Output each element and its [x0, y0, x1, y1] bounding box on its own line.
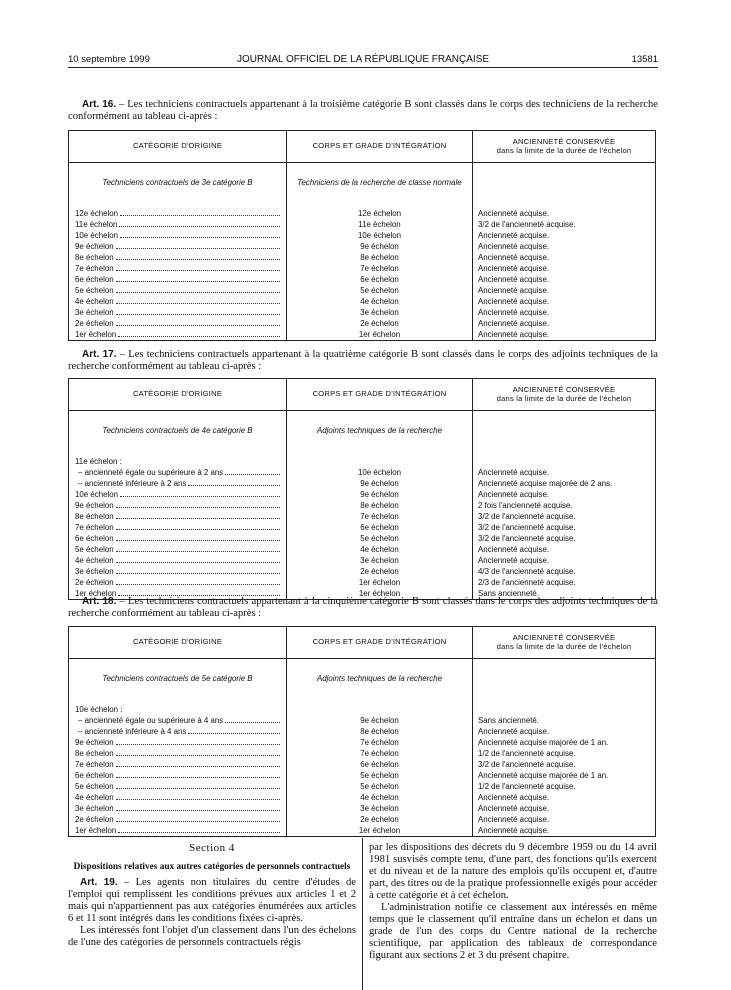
art17-row-4-grade	[287, 511, 472, 522]
running-head	[68, 54, 658, 68]
art18-row-group	[473, 704, 655, 715]
header-page-number: 13581	[631, 54, 658, 65]
art16-seniority-cell: Ancienneté acquise.	[478, 286, 550, 295]
art18-row-5-origin	[69, 770, 286, 781]
leader-dots	[116, 748, 280, 756]
art16-row-5-origin	[69, 263, 286, 274]
art16-row-4-origin	[69, 252, 286, 263]
art17-grade-cell: 5e échelon	[360, 534, 399, 543]
art18-row-2-seniority	[473, 737, 655, 748]
header-rule	[68, 67, 658, 68]
art17-origin-cell: 5e échelon	[75, 545, 114, 554]
art16-seniority-cell: 3/2 de l'ancienneté acquise.	[478, 220, 576, 229]
leader-dots	[116, 241, 280, 249]
art17-grade-cell: 7e échelon	[360, 512, 399, 521]
leader-dots	[116, 555, 280, 563]
leader-dots	[116, 781, 280, 789]
art17-grade-cell: 8e échelon	[360, 501, 399, 510]
section4-subtitle: Dispositions relatives aux autres catégories de personnels contractuels	[73, 862, 351, 872]
art18-grade-cell: 4e échelon	[360, 793, 399, 802]
art17-row-6-origin	[69, 533, 286, 544]
leader-dots	[116, 759, 280, 767]
art18-seniority-cell: Ancienneté acquise.	[478, 815, 550, 824]
leader-dots	[116, 252, 280, 260]
art17-row-0-grade	[287, 467, 472, 478]
art17-seniority-cell: 2 fois l'ancienneté acquise.	[478, 501, 573, 510]
column-divider	[362, 838, 363, 990]
art18-origin-cell: 8e échelon	[75, 749, 114, 758]
art18-row-3-seniority	[473, 748, 655, 759]
art16-grade-cell: 3e échelon	[360, 308, 399, 317]
art16-origin-cell: 11e échelon	[75, 220, 118, 229]
art17-row-2-grade	[287, 489, 472, 500]
art18-grade-cell: 7e échelon	[360, 749, 399, 758]
art18-row-9-seniority	[473, 814, 655, 825]
leader-dots	[120, 230, 280, 238]
leader-dots	[116, 737, 280, 745]
art16-row-3-origin	[69, 241, 286, 252]
art18-row-0-origin	[69, 715, 286, 726]
leader-dots	[116, 792, 280, 800]
art17-origin-cell: 1er échelon	[75, 589, 117, 598]
art16-row-7-origin	[69, 285, 286, 296]
art18-row-group	[69, 704, 286, 715]
art17-col-origin-header: CATÉGORIE D'ORIGINE	[69, 379, 287, 411]
art18-row-8-seniority	[473, 803, 655, 814]
art16-origin-cell: 7e échelon	[75, 264, 114, 273]
art16-row-10-grade	[287, 318, 472, 329]
leader-dots	[116, 511, 280, 519]
art16-row-9-origin	[69, 307, 286, 318]
art17-row-group	[287, 456, 472, 467]
art17-seniority-cell: Ancienneté acquise.	[478, 556, 550, 565]
art18-seniority-cell: Ancienneté acquise.	[478, 804, 550, 813]
art17-row-9-seniority	[473, 566, 655, 577]
leader-dots	[120, 489, 280, 497]
art18-row-7-origin	[69, 792, 286, 803]
leader-dots	[116, 577, 280, 585]
seniority-header-main: ANCIENNETÉ CONSERVÉE	[512, 633, 616, 642]
art16-grade-cell: 6e échelon	[360, 275, 399, 284]
art16-row-3-seniority	[473, 241, 655, 252]
art18-row-4-origin	[69, 759, 286, 770]
art16-seniority-cell: Ancienneté acquise.	[478, 209, 550, 218]
art16-origin-title: Techniciens contractuels de 3e catégorie B	[102, 178, 253, 187]
art17-row-5-seniority	[473, 522, 655, 533]
art17-table	[68, 378, 656, 600]
art16-grade-cell: 12e échelon	[358, 209, 401, 218]
art17-seniority-cell: Ancienneté acquise.	[478, 545, 550, 554]
art16-col-seniority-header	[473, 131, 656, 163]
art16-origin-cell: 1er échelon	[75, 330, 117, 339]
leader-dots	[225, 715, 280, 723]
art18-seniority-cell: Ancienneté acquise.	[478, 826, 550, 835]
art17-row-7-seniority	[473, 544, 655, 555]
art17-grade-cell: 10e échelon	[358, 468, 401, 477]
seniority-header-sub: dans la limite de la durée de l'échelon	[496, 641, 632, 651]
art16-seniority-cell: Ancienneté acquise.	[478, 264, 550, 273]
art16-origin-cell: 10e échelon	[75, 231, 118, 240]
art19-paragraph	[68, 877, 356, 925]
art18-seniority-cell: Ancienneté acquise majorée de 1 an.	[478, 738, 609, 747]
section4-right-column	[369, 842, 657, 962]
art18-label: Art. 18.	[82, 596, 117, 607]
art18-row-3-grade	[287, 748, 472, 759]
art17-row-4-seniority	[473, 511, 655, 522]
art16-row-7-grade	[287, 285, 472, 296]
art18-row-10-grade	[287, 825, 472, 836]
art16-origin-cell: 3e échelon	[75, 308, 114, 317]
art17-group-label: 11e échelon :	[75, 457, 122, 466]
art18-seniority-cell: Ancienneté acquise.	[478, 793, 550, 802]
art18-seniority-cell: Sans ancienneté.	[478, 716, 539, 725]
art16-row-0-grade	[287, 208, 472, 219]
art16-row-2-origin	[69, 230, 286, 241]
art16-row-2-seniority	[473, 230, 655, 241]
art18-origin-cell: – ancienneté inférieure à 4 ans	[78, 727, 187, 736]
art16-row-1-grade	[287, 219, 472, 230]
art19-label: Art. 19.	[80, 877, 118, 888]
leader-dots	[116, 533, 280, 541]
art18-origin-cell: 2e échelon	[75, 815, 114, 824]
leader-dots	[119, 219, 280, 227]
art17-row-6-seniority	[473, 533, 655, 544]
art17-seniority-cell: Ancienneté acquise majorée de 2 ans.	[478, 479, 613, 488]
art17-label: Art. 17.	[82, 349, 117, 360]
seniority-header-sub: dans la limite de la durée de l'échelon	[496, 393, 632, 403]
art17-seniority-cell: Ancienneté acquise.	[478, 468, 550, 477]
art16-origin-cell: 5e échelon	[75, 286, 114, 295]
art16-seniority-cell: Ancienneté acquise.	[478, 253, 550, 262]
art17-grade-cell: 6e échelon	[360, 523, 399, 532]
art16-grade-cell: 7e échelon	[360, 264, 399, 273]
art18-grade-cell: 1er échelon	[358, 826, 401, 835]
art18-row-0-grade	[287, 715, 472, 726]
art16-text: – Les techniciens contractuels appartenant à la troisième catégorie B sont classés dans le corps des techniciens de la recherche conformément au tableau ci-après :	[68, 99, 658, 122]
leader-dots	[188, 478, 280, 486]
section4-left-column	[68, 842, 356, 949]
art18-seniority-cell: Ancienneté acquise.	[478, 727, 550, 736]
art18-row-6-seniority	[473, 781, 655, 792]
art18-grade-cell: 5e échelon	[360, 771, 399, 780]
art17-row-3-origin	[69, 500, 286, 511]
seniority-header-main: ANCIENNETÉ CONSERVÉE	[512, 137, 616, 146]
art16-row-2-grade	[287, 230, 472, 241]
art18-seniority-cell: 3/2 de l'ancienneté acquise.	[478, 760, 576, 769]
art17-grade-cell: 2e échelon	[360, 567, 399, 576]
art17-row-2-origin	[69, 489, 286, 500]
art16-origin-cell: 4e échelon	[75, 297, 114, 306]
art17-seniority-cell: 3/2 de l'ancienneté acquise.	[478, 523, 576, 532]
art18-row-6-grade	[287, 781, 472, 792]
art17-row-9-origin	[69, 566, 286, 577]
leader-dots	[118, 825, 280, 833]
art16-row-4-grade	[287, 252, 472, 263]
art18-row-1-seniority	[473, 726, 655, 737]
art17-row-7-origin	[69, 544, 286, 555]
art18-row-4-grade	[287, 759, 472, 770]
art17-row-8-seniority	[473, 555, 655, 566]
art18-grade-cell: 6e échelon	[360, 760, 399, 769]
section4-paragraph-2-end: par les dispositions des décrets du 9 décembre 1959 ou du 14 avril 1981 susvisés compte tenu, d'une part, des fonctions qu'ils exercent et du niveau et de la nature des emplois qu'ils occupent et, d'autre part, des titres ou de la pratique professionnelle exigés pour accéder à cette catégorie et à cet échelon.	[369, 842, 657, 901]
leader-dots	[225, 467, 280, 475]
leader-dots	[116, 544, 280, 552]
art18-grade-cell: 7e échelon	[360, 738, 399, 747]
art17-col-grade-header: CORPS ET GRADE D'INTÉGRATION	[287, 379, 473, 411]
art17-row-1-grade	[287, 478, 472, 489]
art16-row-1-origin	[69, 219, 286, 230]
art17-row-10-origin	[69, 577, 286, 588]
art18-row-9-origin	[69, 814, 286, 825]
leader-dots	[116, 814, 280, 822]
art18-col-origin-header: CATÉGORIE D'ORIGINE	[69, 627, 287, 659]
art17-row-6-grade	[287, 533, 472, 544]
leader-dots	[116, 770, 280, 778]
art17-origin-cell: 2e échelon	[75, 578, 114, 587]
art18-row-7-seniority	[473, 792, 655, 803]
art18-grade-cell: 8e échelon	[360, 727, 399, 736]
art16-row-5-grade	[287, 263, 472, 274]
art17-grade-cell: 4e échelon	[360, 545, 399, 554]
art17-origin-cell: 8e échelon	[75, 512, 114, 521]
art17-row-9-grade	[287, 566, 472, 577]
art16-grade-cell: 1er échelon	[358, 330, 401, 339]
art16-seniority-cell: Ancienneté acquise.	[478, 275, 550, 284]
art18-origin-cell: 6e échelon	[75, 771, 114, 780]
art16-origin-cell: 9e échelon	[75, 242, 114, 251]
leader-dots	[116, 307, 280, 315]
art18-row-5-grade	[287, 770, 472, 781]
art18-row-8-grade	[287, 803, 472, 814]
art17-origin-cell: – ancienneté égale ou supérieure à 2 ans	[78, 468, 224, 477]
leader-dots	[118, 588, 280, 596]
art18-origin-cell: 1er échelon	[75, 826, 117, 835]
art16-table	[68, 130, 656, 341]
art16-row-6-origin	[69, 274, 286, 285]
art18-row-3-origin	[69, 748, 286, 759]
art16-row-11-seniority	[473, 329, 655, 340]
art17-row-3-seniority	[473, 500, 655, 511]
art16-col-grade-header: CORPS ET GRADE D'INTÉGRATION	[287, 131, 473, 163]
art16-row-8-grade	[287, 296, 472, 307]
art18-row-8-origin	[69, 803, 286, 814]
art18-row-1-grade	[287, 726, 472, 737]
leader-dots	[116, 318, 280, 326]
art18-row-7-grade	[287, 792, 472, 803]
art18-text: – Les techniciens contractuels appartenant à la cinquième catégorie B sont classés dans le corps des adjoints techniques de la recherche conformément au tableau ci-après :	[68, 596, 658, 619]
art17-text: – Les techniciens contractuels appartenant à la quatrième catégorie B sont classés dans le corps des adjoints techniques de la recherche conformément au tableau ci-après :	[68, 349, 658, 372]
art16-row-8-origin	[69, 296, 286, 307]
art17-origin-cell: 7e échelon	[75, 523, 114, 532]
art18-row-0-seniority	[473, 715, 655, 726]
art18-row-10-seniority	[473, 825, 655, 836]
art16-grade-cell: 10e échelon	[358, 231, 401, 240]
art18-row-10-origin	[69, 825, 286, 836]
art17-row-2-seniority	[473, 489, 655, 500]
art17-row-5-grade	[287, 522, 472, 533]
art18-row-2-origin	[69, 737, 286, 748]
art16-label: Art. 16.	[82, 99, 117, 110]
art17-row-group	[473, 456, 655, 467]
art17-row-10-grade	[287, 577, 472, 588]
art17-row-1-origin	[69, 478, 286, 489]
art16-origin-cell: 8e échelon	[75, 253, 114, 262]
leader-dots	[120, 208, 280, 216]
leader-dots	[116, 500, 280, 508]
art17-grade-cell: 3e échelon	[360, 556, 399, 565]
art16-row-8-seniority	[473, 296, 655, 307]
art18-row-2-grade	[287, 737, 472, 748]
art17-row-7-grade	[287, 544, 472, 555]
leader-dots	[116, 274, 280, 282]
art16-row-9-seniority	[473, 307, 655, 318]
art18-origin-title: Techniciens contractuels de 5e catégorie B	[102, 674, 253, 683]
art18-seniority-cell: 1/2 de l'ancienneté acquise.	[478, 782, 576, 791]
art16-grade-cell: 8e échelon	[360, 253, 399, 262]
art17-origin-cell: 4e échelon	[75, 556, 114, 565]
art18-grade-cell: 2e échelon	[360, 815, 399, 824]
art16-seniority-cell: Ancienneté acquise.	[478, 330, 550, 339]
art17-origin-cell: 9e échelon	[75, 501, 114, 510]
art18-col-grade-header: CORPS ET GRADE D'INTÉGRATION	[287, 627, 473, 659]
art18-origin-cell: 3e échelon	[75, 804, 114, 813]
art16-grade-cell: 11e échelon	[358, 220, 401, 229]
art18-grade-cell: 3e échelon	[360, 804, 399, 813]
leader-dots	[116, 263, 280, 271]
art16-seniority-cell: Ancienneté acquise.	[478, 297, 550, 306]
art17-seniority-cell: 3/2 de l'ancienneté acquise.	[478, 512, 576, 521]
art17-seniority-cell: Sans ancienneté.	[478, 589, 539, 598]
art18-origin-cell: 4e échelon	[75, 793, 114, 802]
art16-seniority-cell: Ancienneté acquise.	[478, 308, 550, 317]
leader-dots	[118, 329, 280, 337]
art16-row-11-grade	[287, 329, 472, 340]
art17-origin-cell: 10e échelon	[75, 490, 118, 499]
art17-row-8-grade	[287, 555, 472, 566]
art17-origin-cell: 3e échelon	[75, 567, 114, 576]
art17-seniority-cell: 3/2 de l'ancienneté acquise.	[478, 534, 576, 543]
art16-row-3-grade	[287, 241, 472, 252]
art17-grade-cell: 1er échelon	[358, 578, 401, 587]
art17-paragraph	[68, 349, 658, 373]
art17-row-8-origin	[69, 555, 286, 566]
art16-grade-cell: 2e échelon	[360, 319, 399, 328]
art16-col-origin-header: CATÉGORIE D'ORIGINE	[69, 131, 287, 163]
art18-origin-cell: 9e échelon	[75, 738, 114, 747]
header-journal-title: JOURNAL OFFICIEL DE LA RÉPUBLIQUE FRANÇAISE	[236, 54, 490, 65]
art16-row-0-seniority	[473, 208, 655, 219]
art17-origin-title: Techniciens contractuels de 4e catégorie B	[102, 426, 253, 435]
art17-col-seniority-header	[473, 379, 656, 411]
art17-grade-cell: 1er échelon	[358, 589, 401, 598]
section4-paragraph-3: L'administration notifie ce classement aux intéressés en même temps que le classement qu'il entraîne dans un échelon et dans un grade de l'un des corps du Centre national de la recherche scientifique, par application des tableaux de correspondance figurant aux sections 2 et 3 du présent chapitre.	[369, 902, 657, 961]
leader-dots	[116, 296, 280, 304]
art17-row-0-origin	[69, 467, 286, 478]
art16-row-5-seniority	[473, 263, 655, 274]
leader-dots	[116, 285, 280, 293]
art17-row-10-seniority	[473, 577, 655, 588]
art17-row-4-origin	[69, 511, 286, 522]
art18-grade-title: Adjoints techniques de la recherche	[316, 674, 442, 683]
art16-paragraph	[68, 99, 658, 123]
art16-grade-cell: 5e échelon	[360, 286, 399, 295]
art18-col-seniority-header	[473, 627, 656, 659]
art17-seniority-cell: 2/3 de l'ancienneté acquise.	[478, 578, 576, 587]
art16-row-6-seniority	[473, 274, 655, 285]
art16-row-0-origin	[69, 208, 286, 219]
art17-seniority-cell: 4/3 de l'ancienneté acquise.	[478, 567, 576, 576]
leader-dots	[116, 522, 280, 530]
art17-origin-cell: 6e échelon	[75, 534, 114, 543]
art16-row-4-seniority	[473, 252, 655, 263]
art17-grade-cell: 9e échelon	[360, 490, 399, 499]
seniority-header-main: ANCIENNETÉ CONSERVÉE	[512, 385, 616, 394]
art18-seniority-cell: 1/2 de l'ancienneté acquise.	[478, 749, 576, 758]
art16-row-6-grade	[287, 274, 472, 285]
art17-origin-cell: – ancienneté inférieure à 2 ans	[78, 479, 187, 488]
art18-row-4-seniority	[473, 759, 655, 770]
art16-row-11-origin	[69, 329, 286, 340]
art18-row-group	[287, 704, 472, 715]
art16-row-7-seniority	[473, 285, 655, 296]
leader-dots	[188, 726, 280, 734]
art17-seniority-cell: Ancienneté acquise.	[478, 490, 550, 499]
art16-seniority-cell: Ancienneté acquise.	[478, 231, 550, 240]
art18-paragraph	[68, 596, 658, 620]
art17-row-1-seniority	[473, 478, 655, 489]
art18-row-9-grade	[287, 814, 472, 825]
art16-origin-cell: 2e échelon	[75, 319, 114, 328]
leader-dots	[116, 803, 280, 811]
art18-origin-cell: 5e échelon	[75, 782, 114, 791]
art18-row-5-seniority	[473, 770, 655, 781]
art16-grade-cell: 9e échelon	[360, 242, 399, 251]
art16-grade-cell: 4e échelon	[360, 297, 399, 306]
art16-origin-cell: 6e échelon	[75, 275, 114, 284]
art17-row-group	[69, 456, 286, 467]
art16-origin-cell: 12e échelon	[75, 209, 118, 218]
art18-group-label: 10e échelon :	[75, 705, 123, 714]
art17-row-0-seniority	[473, 467, 655, 478]
art16-row-10-origin	[69, 318, 286, 329]
art18-grade-cell: 9e échelon	[360, 716, 399, 725]
art17-row-3-grade	[287, 500, 472, 511]
art17-grade-cell: 9e échelon	[360, 479, 399, 488]
art19-text: – Les agents non titulaires du centre d'études de l'emploi qui remplissent les conditions prévues aux articles 1 et 2 mais qui n'appartiennent pas aux catégories énumérées aux articles 6 et 11 sont intégrés dans les conditions fixées ci-après.	[68, 877, 356, 924]
art16-grade-title: Techniciens de la recherche de classe normale	[297, 178, 462, 187]
section4-title: Section 4	[189, 842, 235, 854]
art16-row-9-grade	[287, 307, 472, 318]
seniority-header-sub: dans la limite de la durée de l'échelon	[496, 145, 632, 155]
art18-origin-cell: 7e échelon	[75, 760, 114, 769]
leader-dots	[116, 566, 280, 574]
art18-row-1-origin	[69, 726, 286, 737]
art18-seniority-cell: Ancienneté acquise majorée de 1 an.	[478, 771, 609, 780]
art17-row-5-origin	[69, 522, 286, 533]
art16-row-10-seniority	[473, 318, 655, 329]
art16-seniority-cell: Ancienneté acquise.	[478, 319, 550, 328]
section4-paragraph-2-start: Les intéressés font l'objet d'un classement dans l'un des échelons de l'une des catégories de personnels contractuels régis	[68, 925, 356, 948]
art18-grade-cell: 5e échelon	[360, 782, 399, 791]
art16-row-1-seniority	[473, 219, 655, 230]
header-date: 10 septembre 1999	[68, 54, 150, 65]
art17-grade-title: Adjoints techniques de la recherche	[316, 426, 442, 435]
art18-row-6-origin	[69, 781, 286, 792]
art18-origin-cell: – ancienneté égale ou supérieure à 4 ans	[78, 716, 224, 725]
art16-seniority-cell: Ancienneté acquise.	[478, 242, 550, 251]
art18-table	[68, 626, 656, 837]
